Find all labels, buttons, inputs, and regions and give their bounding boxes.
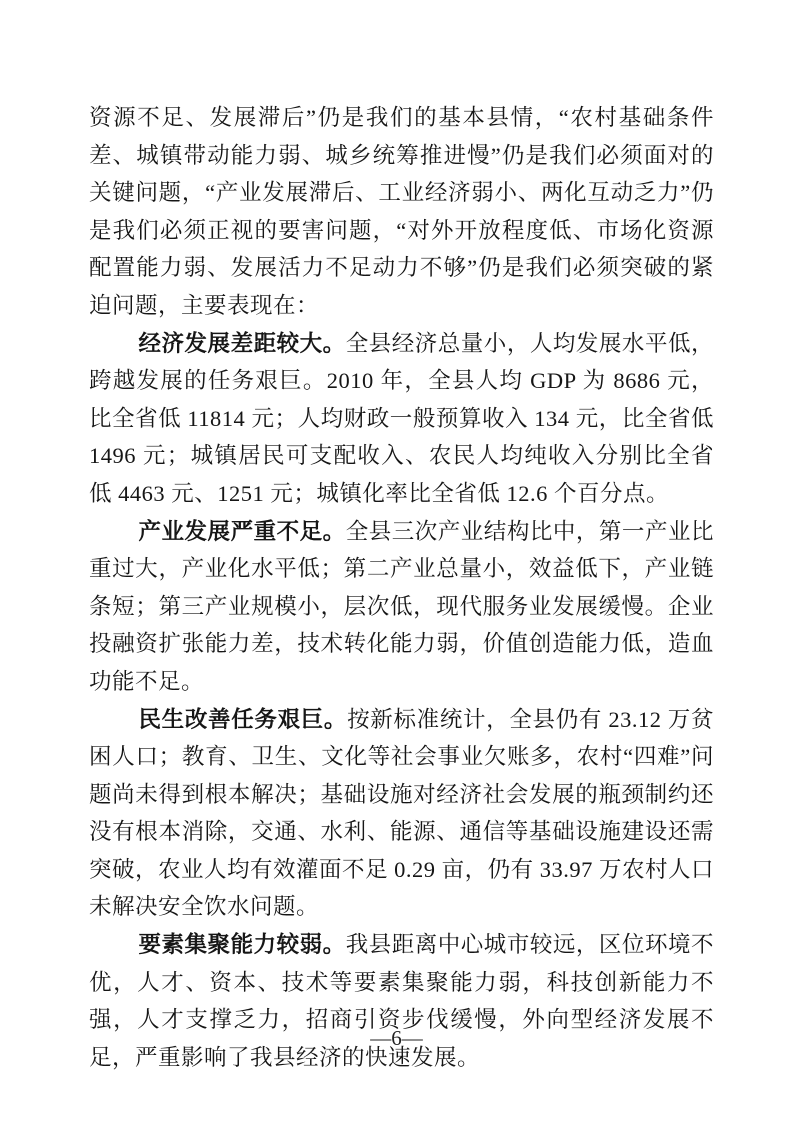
document-body	[89, 99, 714, 1076]
paragraph-factor-agglomeration	[89, 926, 714, 1076]
paragraph-text: 我县距离中心城市较远，区位环境不优，人才、资本、技术等要素集聚能力弱，科技创新能力不强，人才支撑乏力，招商引资步伐缓慢，外向型经济发展不足，严重影响了我县经济的快速发展。	[89, 932, 714, 1070]
paragraph-text: 按新标准统计，全县仍有 23.12 万贫困人口；教育、卫生、文化等社会事业欠账多，农村“四难”问题尚未得到根本解决；基础设施对经济社会发展的瓶颈制约还没有根本消除，交通、水利、能源、通信等基础设施建设还需突破，农业人均有效灌面不足 0.29 亩，仍有 33.97 万农村人口未解决安全饮水问题。	[89, 706, 715, 920]
paragraph-overview	[89, 99, 714, 325]
paragraph-economic-gap	[89, 325, 714, 513]
paragraph-text: 资源不足、发展滞后”仍是我们的基本县情，“农村基础条件差、城镇带动能力弱、城乡统筹推进慢”仍是我们必须面对的关键问题，“产业发展滞后、工业经济弱小、两化互动乏力”仍是我们必须正视的要害问题，“对外开放程度低、市场化资源配置能力弱、发展活力不足动力不够”仍是我们必须突破的紧迫问题，主要表现在：	[89, 105, 714, 318]
paragraph-text: 全县经济总量小，人均发展水平低，跨越发展的任务艰巨。2010 年，全县人均 GDP 为 8686 元，比全省低 11814 元；人均财政一般预算收入 134 元，比全省低 1496 元；城镇居民可支配收入、农民人均纯收入分别比全省低 4463 元、1251 元；城镇化率比全省低 12.6 个百分点。	[89, 330, 714, 506]
paragraph-lead: 产业发展严重不足。	[138, 518, 346, 544]
paragraph-lead: 经济发展差距较大。	[138, 330, 346, 356]
paragraph-lead: 要素集聚能力较弱。	[138, 932, 346, 958]
paragraph-livelihood-task	[89, 701, 714, 927]
paragraph-lead: 民生改善任务艰巨。	[138, 706, 348, 732]
paragraph-industry-shortage	[89, 513, 714, 701]
paragraph-text: 全县三次产业结构比中，第一产业比重过大，产业化水平低；第二产业总量小，效益低下，产业链条短；第三产业规模小，层次低，现代服务业发展缓慢。企业投融资扩张能力差，技术转化能力弱，价值创造能力低，造血功能不足。	[89, 518, 714, 694]
page-number: —6—	[370, 1026, 423, 1050]
